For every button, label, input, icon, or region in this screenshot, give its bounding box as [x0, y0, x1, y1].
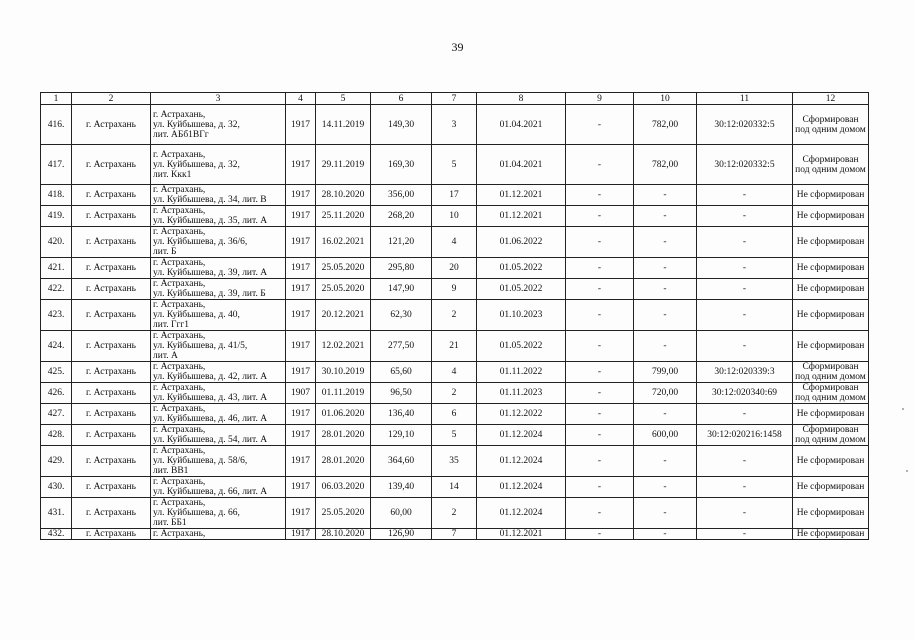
cell-c4: 1917 [286, 227, 316, 258]
cell-c7: 2 [432, 498, 477, 529]
cell-c8: 01.06.2022 [477, 227, 566, 258]
cell-n: 416. [41, 105, 72, 145]
address-line: лит. Ггг1 [153, 320, 190, 330]
address-line: ул. Куйбышева, д. 36/6, [153, 237, 248, 247]
cell-c6: 147,90 [371, 279, 432, 300]
address-cell [151, 145, 286, 185]
cell-c8: 01.10.2023 [477, 300, 566, 331]
cell-c12: Не сформирован [793, 227, 869, 258]
address-line: г. Астрахань, [153, 227, 206, 237]
cell-c8: 01.05.2022 [477, 258, 566, 279]
scan-speck [906, 470, 908, 472]
cell-c11: 30:12:020340:69 [697, 383, 793, 404]
cell-c5: 01.06.2020 [316, 404, 371, 425]
cell-n: 417. [41, 145, 72, 185]
cell-c7: 10 [432, 206, 477, 227]
cell-c8: 01.05.2022 [477, 331, 566, 362]
cell-c7: 9 [432, 279, 477, 300]
address-cell [151, 425, 286, 446]
cell-c6: 60,00 [371, 498, 432, 529]
cell-c7: 7 [432, 529, 477, 540]
cell-c10: - [634, 185, 697, 206]
address-line: ул. Куйбышева, д. 54, лит. А [153, 435, 268, 445]
column-header-12: 12 [793, 93, 869, 105]
cell-city: г. Астрахань [72, 425, 151, 446]
table-row [41, 477, 869, 498]
table-row [41, 331, 869, 362]
address-line: ул. Куйбышева, д. 39, лит. Б [153, 289, 266, 299]
address-cell [151, 446, 286, 477]
cell-c8: 01.11.2023 [477, 383, 566, 404]
cell-c6: 364,60 [371, 446, 432, 477]
table-row [41, 383, 869, 404]
cell-n: 420. [41, 227, 72, 258]
address-line: г. Астрахань, [153, 446, 206, 456]
cell-c9: - [566, 331, 634, 362]
cell-c11: 30:12:020339:3 [697, 362, 793, 383]
cell-c12: Не сформирован [793, 206, 869, 227]
cell-c6: 268,20 [371, 206, 432, 227]
cell-c7: 6 [432, 404, 477, 425]
cell-c12: Не сформирован [793, 498, 869, 529]
cell-c11: - [697, 279, 793, 300]
cell-c12: Сформирован под одним домом [793, 425, 869, 446]
address-cell [151, 227, 286, 258]
cell-c6: 356,00 [371, 185, 432, 206]
cell-c10: 782,00 [634, 105, 697, 145]
cell-c9: - [566, 258, 634, 279]
cell-n: 432. [41, 529, 72, 540]
cell-c4: 1917 [286, 105, 316, 145]
cell-c5: 29.11.2019 [316, 145, 371, 185]
cell-c9: - [566, 227, 634, 258]
page-number: 39 [451, 40, 464, 54]
cell-c10: - [634, 331, 697, 362]
address-line: ул. Куйбышева, д. 40, [153, 310, 240, 320]
cell-c8: 01.05.2022 [477, 279, 566, 300]
address-cell [151, 185, 286, 206]
cell-c11: - [697, 258, 793, 279]
cell-c4: 1917 [286, 279, 316, 300]
cell-c5: 25.11.2020 [316, 206, 371, 227]
cell-c11: - [697, 206, 793, 227]
cell-c4: 1917 [286, 206, 316, 227]
cell-c10: - [634, 529, 697, 540]
cell-c10: - [634, 206, 697, 227]
address-line: г. Астрахань, [153, 206, 206, 216]
header-row [41, 93, 869, 105]
cell-c5: 12.02.2021 [316, 331, 371, 362]
cell-c10: 782,00 [634, 145, 697, 185]
cell-c9: - [566, 362, 634, 383]
cell-c11: 30:12:020332:5 [697, 105, 793, 145]
cell-c5: 25.05.2020 [316, 498, 371, 529]
cell-c12: Не сформирован [793, 258, 869, 279]
address-line: г. Астрахань, [153, 300, 206, 310]
cell-c12: Сформирован под одним домом [793, 145, 869, 185]
cell-c8: 01.12.2021 [477, 206, 566, 227]
cell-c12: Не сформирован [793, 279, 869, 300]
cell-c10: 600,00 [634, 425, 697, 446]
address-line: ул. Куйбышева, д. 66, [153, 508, 240, 518]
cell-c4: 1917 [286, 529, 316, 540]
cell-city: г. Астрахань [72, 331, 151, 362]
cell-city: г. Астрахань [72, 477, 151, 498]
address-cell [151, 529, 286, 540]
cell-c4: 1917 [286, 300, 316, 331]
column-header-7: 7 [432, 93, 477, 105]
cell-n: 418. [41, 185, 72, 206]
address-cell [151, 258, 286, 279]
address-line: ул. Куйбышева, д. 46, лит. А [153, 414, 268, 424]
cell-c4: 1917 [286, 331, 316, 362]
address-line: г. Астрахань, [153, 425, 206, 435]
table-row [41, 258, 869, 279]
cell-c6: 139,40 [371, 477, 432, 498]
cell-c5: 28.01.2020 [316, 446, 371, 477]
cell-c10: - [634, 498, 697, 529]
cell-c11: 30:12:020332:5 [697, 145, 793, 185]
table-row [41, 404, 869, 425]
cell-c11: - [697, 477, 793, 498]
cell-n: 424. [41, 331, 72, 362]
cell-c9: - [566, 425, 634, 446]
cell-city: г. Астрахань [72, 529, 151, 540]
cell-c7: 4 [432, 362, 477, 383]
cell-city: г. Астрахань [72, 279, 151, 300]
cell-c11: - [697, 529, 793, 540]
cell-n: 419. [41, 206, 72, 227]
address-line: г. Астрахань, [153, 383, 206, 393]
cell-c12: Не сформирован [793, 331, 869, 362]
address-line: ул. Куйбышева, д. 58/6, [153, 456, 248, 466]
cell-c10: - [634, 258, 697, 279]
cell-c9: - [566, 383, 634, 404]
cell-c4: 1917 [286, 498, 316, 529]
cell-c4: 1917 [286, 145, 316, 185]
cell-c5: 25.05.2020 [316, 279, 371, 300]
table-row [41, 425, 869, 446]
table-row [41, 446, 869, 477]
column-header-10: 10 [634, 93, 697, 105]
cell-c6: 277,50 [371, 331, 432, 362]
cell-c8: 01.04.2021 [477, 145, 566, 185]
cell-c6: 96,50 [371, 383, 432, 404]
table-row [41, 185, 869, 206]
column-header-11: 11 [697, 93, 793, 105]
address-cell [151, 331, 286, 362]
cell-n: 422. [41, 279, 72, 300]
cell-c9: - [566, 446, 634, 477]
column-header-3: 3 [151, 93, 286, 105]
cell-c11: - [697, 300, 793, 331]
address-line: г. Астрахань, [153, 529, 206, 539]
column-header-5: 5 [316, 93, 371, 105]
cell-c10: - [634, 300, 697, 331]
address-line: ул. Куйбышева, д. 32, [153, 159, 240, 170]
table-row [41, 227, 869, 258]
cell-c7: 5 [432, 145, 477, 185]
cell-c7: 4 [432, 227, 477, 258]
cell-c12: Сформирован под одним домом [793, 362, 869, 383]
address-line: лит. ББ1 [153, 518, 187, 528]
address-line: г. Астрахань, [153, 498, 206, 508]
scan-speck [902, 408, 904, 410]
cell-c8: 01.12.2021 [477, 185, 566, 206]
cell-city: г. Астрахань [72, 362, 151, 383]
cell-c11: - [697, 185, 793, 206]
cell-n: 427. [41, 404, 72, 425]
table-row [41, 362, 869, 383]
address-line: ул. Куйбышева, д. 35, лит. А [153, 216, 268, 226]
cell-c11: 30:12:020216:1458 [697, 425, 793, 446]
cell-city: г. Астрахань [72, 227, 151, 258]
column-header-4: 4 [286, 93, 316, 105]
address-cell [151, 105, 286, 145]
address-line: г. Астрахань, [153, 404, 206, 414]
cell-c6: 65,60 [371, 362, 432, 383]
cell-city: г. Астрахань [72, 446, 151, 477]
cell-c8: 01.12.2021 [477, 529, 566, 540]
address-line: ул. Куйбышева, д. 39, лит. А [153, 268, 268, 278]
cell-c12: Не сформирован [793, 404, 869, 425]
cell-c7: 14 [432, 477, 477, 498]
cell-c7: 2 [432, 300, 477, 331]
table-row [41, 279, 869, 300]
cell-c4: 1917 [286, 258, 316, 279]
address-line: г. Астрахань, [153, 185, 206, 195]
cell-c7: 17 [432, 185, 477, 206]
cell-c8: 01.12.2024 [477, 498, 566, 529]
cell-c4: 1917 [286, 477, 316, 498]
register-table [40, 92, 869, 540]
address-cell [151, 383, 286, 404]
cell-c9: - [566, 145, 634, 185]
cell-city: г. Астрахань [72, 498, 151, 529]
cell-c4: 1917 [286, 404, 316, 425]
address-line: лит. АБб1ВГг [153, 129, 209, 140]
cell-c11: - [697, 331, 793, 362]
cell-city: г. Астрахань [72, 145, 151, 185]
cell-c11: - [697, 498, 793, 529]
cell-city: г. Астрахань [72, 383, 151, 404]
cell-c8: 01.12.2024 [477, 446, 566, 477]
cell-c6: 295,80 [371, 258, 432, 279]
cell-c8: 01.12.2024 [477, 425, 566, 446]
cell-c10: 720,00 [634, 383, 697, 404]
cell-c4: 1917 [286, 185, 316, 206]
table-row [41, 206, 869, 227]
cell-c6: 121,20 [371, 227, 432, 258]
cell-c6: 149,30 [371, 105, 432, 145]
cell-c9: - [566, 206, 634, 227]
cell-c6: 62,30 [371, 300, 432, 331]
cell-c10: - [634, 446, 697, 477]
cell-c7: 35 [432, 446, 477, 477]
cell-c11: - [697, 404, 793, 425]
cell-n: 423. [41, 300, 72, 331]
cell-n: 421. [41, 258, 72, 279]
cell-c7: 20 [432, 258, 477, 279]
cell-c9: - [566, 105, 634, 145]
column-header-9: 9 [566, 93, 634, 105]
cell-city: г. Астрахань [72, 258, 151, 279]
address-line: г. Астрахань, [153, 149, 206, 160]
cell-c7: 3 [432, 105, 477, 145]
cell-c9: - [566, 498, 634, 529]
column-header-8: 8 [477, 93, 566, 105]
address-cell [151, 477, 286, 498]
cell-c12: Сформирован под одним домом [793, 383, 869, 404]
cell-c9: - [566, 477, 634, 498]
cell-c9: - [566, 185, 634, 206]
cell-city: г. Астрахань [72, 206, 151, 227]
cell-c5: 28.10.2020 [316, 529, 371, 540]
table-row [41, 105, 869, 145]
cell-c10: - [634, 404, 697, 425]
cell-c12: Сформирован под одним домом [793, 105, 869, 145]
address-line: ул. Куйбышева, д. 34, лит. В [153, 195, 267, 205]
address-cell [151, 206, 286, 227]
address-line: ул. Куйбышева, д. 32, [153, 119, 240, 130]
address-cell [151, 300, 286, 331]
cell-c5: 28.01.2020 [316, 425, 371, 446]
cell-c6: 169,30 [371, 145, 432, 185]
cell-c7: 5 [432, 425, 477, 446]
cell-c7: 2 [432, 383, 477, 404]
cell-n: 428. [41, 425, 72, 446]
cell-c12: Не сформирован [793, 446, 869, 477]
cell-c4: 1917 [286, 446, 316, 477]
cell-c7: 21 [432, 331, 477, 362]
address-line: г. Астрахань, [153, 279, 206, 289]
address-line: лит. Ккк1 [153, 169, 192, 180]
cell-c4: 1917 [286, 362, 316, 383]
address-line: лит. А [153, 351, 178, 361]
address-line: ул. Куйбышева, д. 42, лит. А [153, 372, 268, 382]
cell-n: 430. [41, 477, 72, 498]
table-row [41, 498, 869, 529]
cell-c6: 129,10 [371, 425, 432, 446]
cell-c5: 01.11.2019 [316, 383, 371, 404]
cell-c5: 16.02.2021 [316, 227, 371, 258]
cell-c9: - [566, 279, 634, 300]
cell-c8: 01.04.2021 [477, 105, 566, 145]
cell-c6: 136,40 [371, 404, 432, 425]
cell-n: 425. [41, 362, 72, 383]
cell-c8: 01.12.2022 [477, 404, 566, 425]
cell-c12: Не сформирован [793, 185, 869, 206]
column-header-6: 6 [371, 93, 432, 105]
address-cell [151, 498, 286, 529]
address-line: г. Астрахань, [153, 258, 206, 268]
address-line: ул. Куйбышева, д. 41/5, [153, 341, 248, 351]
cell-c9: - [566, 404, 634, 425]
cell-c5: 14.11.2019 [316, 105, 371, 145]
cell-c10: - [634, 477, 697, 498]
cell-c5: 06.03.2020 [316, 477, 371, 498]
column-header-2: 2 [72, 93, 151, 105]
cell-c5: 30.10.2019 [316, 362, 371, 383]
cell-c8: 01.11.2022 [477, 362, 566, 383]
cell-c11: - [697, 227, 793, 258]
cell-city: г. Астрахань [72, 185, 151, 206]
cell-n: 431. [41, 498, 72, 529]
cell-c9: - [566, 300, 634, 331]
cell-c5: 20.12.2021 [316, 300, 371, 331]
cell-c8: 01.12.2024 [477, 477, 566, 498]
address-line: г. Астрахань, [153, 331, 206, 341]
cell-c12: Не сформирован [793, 529, 869, 540]
address-line: ул. Куйбышева, д. 43, лит. А [153, 393, 268, 403]
cell-c11: - [697, 446, 793, 477]
cell-c10: - [634, 227, 697, 258]
cell-c12: Не сформирован [793, 477, 869, 498]
address-line: г. Астрахань, [153, 109, 206, 120]
cell-c9: - [566, 529, 634, 540]
address-line: г. Астрахань, [153, 362, 206, 372]
cell-n: 426. [41, 383, 72, 404]
cell-c4: 1917 [286, 425, 316, 446]
table-row [41, 145, 869, 185]
table-row [41, 529, 869, 540]
cell-c4: 1907 [286, 383, 316, 404]
address-cell [151, 279, 286, 300]
cell-c5: 28.10.2020 [316, 185, 371, 206]
column-header-1: 1 [41, 93, 72, 105]
cell-n: 429. [41, 446, 72, 477]
address-line: лит. Б [153, 247, 177, 257]
cell-c12: Не сформирован [793, 300, 869, 331]
cell-c10: 799,00 [634, 362, 697, 383]
address-cell [151, 362, 286, 383]
cell-c10: - [634, 279, 697, 300]
address-line: ул. Куйбышева, д. 66, лит. А [153, 487, 268, 497]
table-body [41, 105, 869, 540]
cell-c6: 126,90 [371, 529, 432, 540]
address-line: г. Астрахань, [153, 477, 206, 487]
address-cell [151, 404, 286, 425]
table-row [41, 300, 869, 331]
cell-city: г. Астрахань [72, 300, 151, 331]
address-line: лит. ВВ1 [153, 466, 189, 476]
cell-city: г. Астрахань [72, 105, 151, 145]
cell-city: г. Астрахань [72, 404, 151, 425]
cell-c5: 25.05.2020 [316, 258, 371, 279]
